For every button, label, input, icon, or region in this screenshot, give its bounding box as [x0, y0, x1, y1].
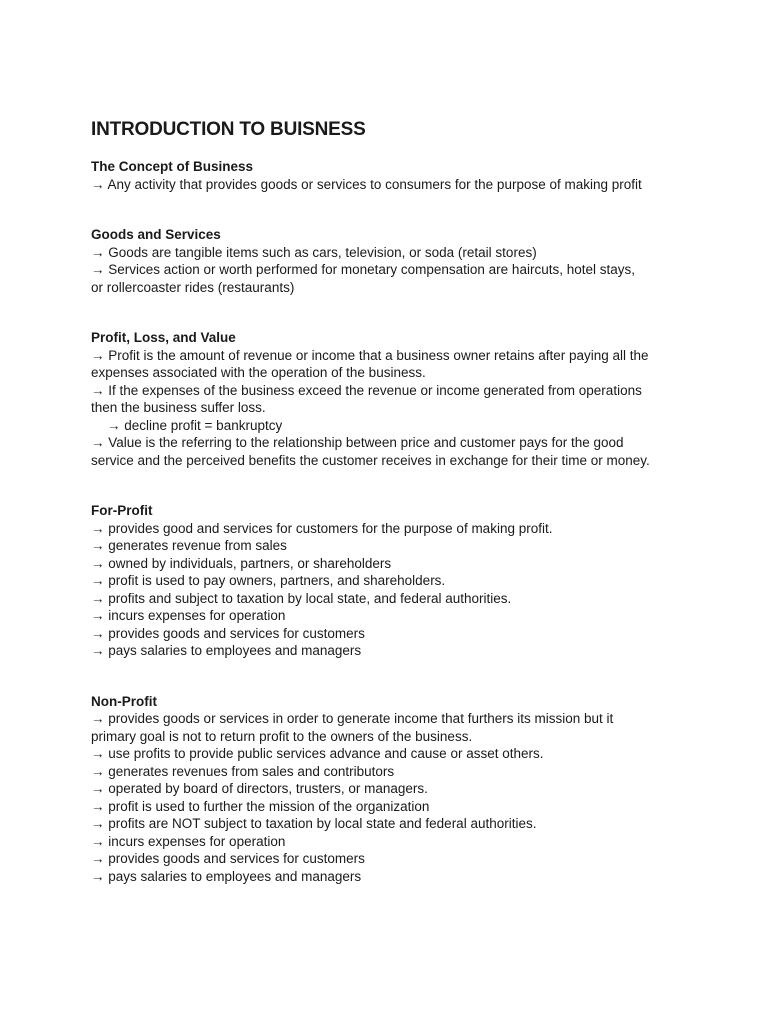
section-spacer	[91, 193, 691, 226]
bullet-line: → provides goods or services in order to generate income that furthers its mission but it	[91, 711, 614, 726]
section-profit-loss-value	[91, 329, 691, 469]
bullet-line: → provides goods and services for customers	[91, 851, 365, 866]
bullet-line: → profits are NOT subject to taxation by local state and federal authorities.	[91, 816, 537, 831]
continuation-line: expenses associated with the operation of the business.	[91, 365, 426, 380]
bullet-line: → pays salaries to employees and managers	[91, 643, 362, 658]
section-spacer	[91, 296, 691, 329]
bullet-line: → incurs expenses for operation	[91, 833, 286, 849]
bullet-line: → pays salaries to employees and managers	[91, 868, 362, 884]
section-goods-and-services	[91, 226, 691, 296]
document-page	[91, 118, 691, 885]
continuation-line: primary goal is not to return profit to the owners of the business.	[91, 728, 473, 744]
section-non-profit	[91, 693, 691, 886]
continuation-line: then the business suffer loss.	[91, 400, 266, 415]
bullet-line: → Goods are tangible items such as cars, television, or soda (retail stores)	[91, 244, 537, 260]
section-concept-of-business	[91, 158, 691, 193]
bullet-line: → generates revenue from sales	[91, 538, 287, 553]
bullet-line: → use profits to provide public services advance and cause or asset others.	[91, 746, 544, 761]
bullet-line: → profit is used to pay owners, partners, and shareholders.	[91, 573, 446, 588]
bullet-line: → operated by board of directors, trusters, or managers.	[91, 781, 428, 796]
bullet-line: → Value is the referring to the relationship between price and customer pays for the good	[91, 435, 624, 450]
section-spacer	[91, 660, 691, 693]
document-title: INTRODUCTION TO BUISNESS	[91, 119, 366, 140]
section-heading: Profit, Loss, and Value	[91, 330, 236, 345]
section-for-profit	[91, 502, 691, 660]
bullet-line: → provides good and services for customers for the purpose of making profit.	[91, 520, 553, 536]
section-heading: Goods and Services	[91, 227, 221, 242]
continuation-line: or rollercoaster rides (restaurants)	[91, 279, 295, 295]
continuation-line: service and the perceived benefits the customer receives in exchange for their time or money.	[91, 452, 650, 468]
bullet-line: → Services action or worth performed for monetary compensation are haircuts, hotel stays,	[91, 262, 635, 277]
bullet-line: → profits and subject to taxation by local state, and federal authorities.	[91, 590, 512, 606]
bullet-line: → provides goods and services for customers	[91, 625, 365, 641]
section-spacer	[91, 469, 691, 502]
section-heading: Non-Profit	[91, 693, 157, 709]
bullet-line: → generates revenues from sales and contributors	[91, 763, 395, 779]
bullet-line: → Any activity that provides goods or services to consumers for the purpose of making profit	[91, 176, 642, 192]
bullet-line: → profit is used to further the mission of the organization	[91, 798, 430, 814]
bullet-line: → Profit is the amount of revenue or income that a business owner retains after paying all the	[91, 347, 649, 363]
sub-bullet-line: → decline profit = bankruptcy	[107, 417, 283, 433]
bullet-line: → owned by individuals, partners, or shareholders	[91, 555, 392, 571]
bullet-line: → If the expenses of the business exceed the revenue or income generated from operations	[91, 382, 642, 398]
section-heading: For-Profit	[91, 503, 153, 518]
bullet-line: → incurs expenses for operation	[91, 608, 286, 623]
section-heading: The Concept of Business	[91, 159, 254, 174]
